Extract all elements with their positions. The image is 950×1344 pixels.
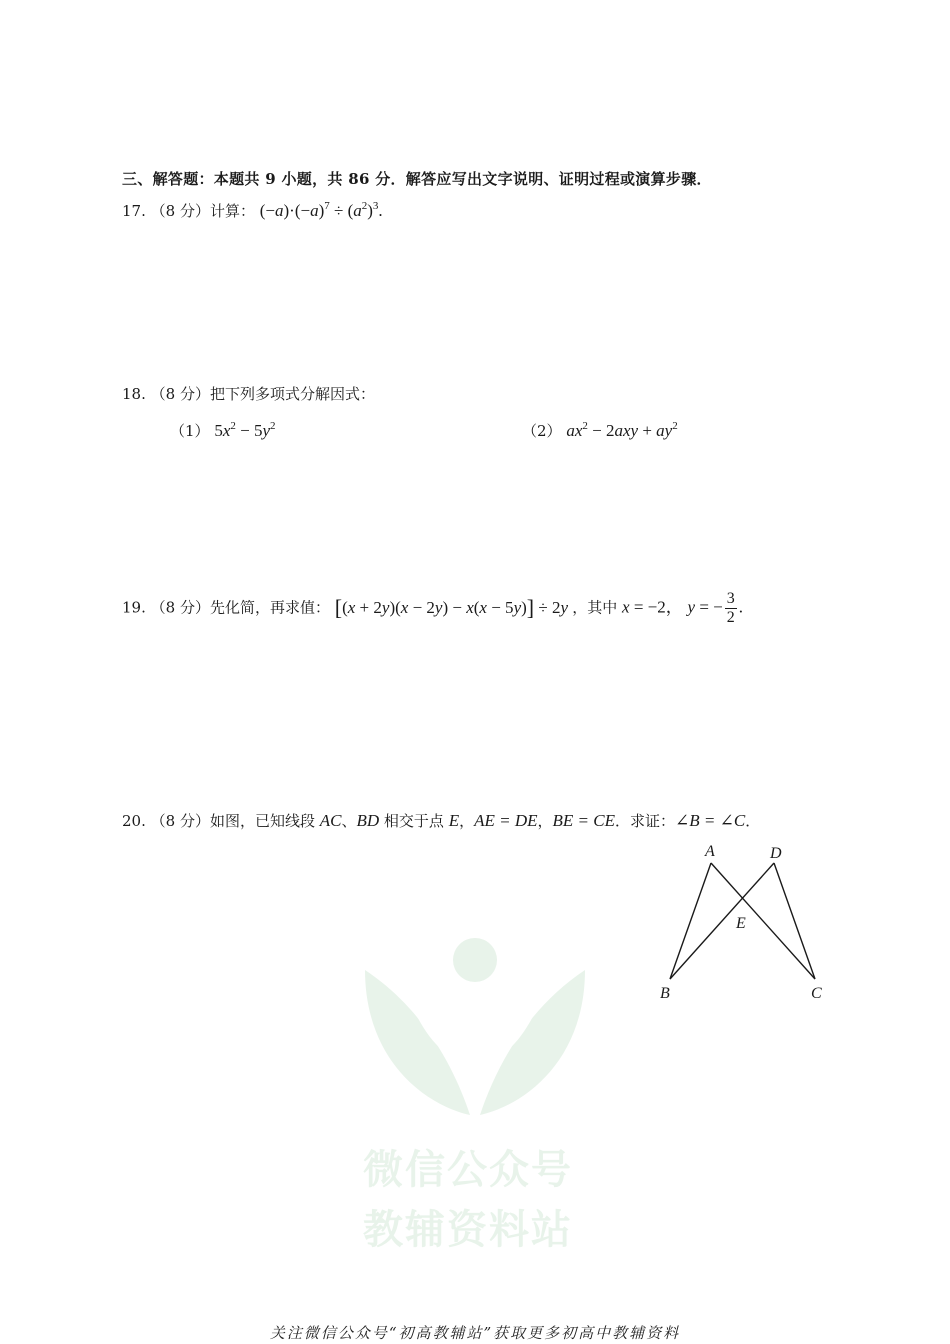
q20-eq1: AE = DE: [474, 811, 538, 830]
q20-points: （8 分）: [150, 812, 210, 830]
q19-y-var: y: [687, 597, 696, 617]
q20-segment-bd: BD: [356, 811, 380, 830]
q20-text-e: ．求证：: [615, 812, 676, 830]
label-d: D: [770, 845, 782, 862]
label-a: A: [705, 843, 715, 860]
q19-expression: [(x + 2y)(x − 2y) − x(x − 5y)] ÷ 2y: [334, 594, 568, 620]
q18-sub2-expression: $ax^2 - 2axy + ay^2$: [566, 420, 678, 440]
question-17: [122, 200, 383, 221]
q20-eq2: BE = CE: [552, 811, 615, 830]
q20-text-d: ，: [537, 812, 553, 830]
q19-x-value: = −2，: [629, 597, 683, 617]
question-20: [122, 810, 760, 831]
q18-sub1-expression: $5x^2 - 5y^2$: [214, 420, 276, 440]
watermark: [345, 930, 605, 1253]
q20-end: ．: [745, 812, 761, 830]
segment-ab: [670, 863, 711, 979]
q20-text-c: ，: [459, 812, 475, 830]
question-18: [122, 383, 375, 404]
q18-number: 18.: [122, 385, 146, 403]
q20-number: 20.: [122, 812, 146, 830]
q17-points: （8 分）: [150, 202, 210, 220]
q18-prompt: 把下列多项式分解因式：: [209, 385, 375, 403]
q18-subquestion-2: [522, 420, 678, 441]
q17-number: 17.: [122, 202, 146, 220]
q18-sub2-label: （2）: [522, 422, 562, 440]
section-title: 三、解答题：本题共 9 小题，共 86 分．解答应写出文字说明、证明过程或演算步骤．: [122, 170, 712, 188]
q17-prompt: 计算：: [209, 202, 255, 220]
q18-sub1-label: （1）: [170, 422, 210, 440]
q18-subquestion-1: [170, 420, 276, 441]
q20-geometry-figure: [640, 836, 840, 1006]
q17-expression: $(-a)\cdot(-a)^7 \div (a^2)^3$.: [259, 200, 383, 220]
q19-y-fraction: $\frac{3}{2}$: [726, 590, 735, 626]
segment-bd: [670, 863, 774, 979]
q19-prompt: 先化简，再求值：: [209, 598, 330, 617]
segment-dc: [774, 863, 815, 979]
q20-separator: 、: [341, 812, 357, 830]
q19-condition: ，其中: [572, 598, 623, 617]
q19-x-var: x: [622, 597, 630, 617]
label-e: E: [736, 915, 746, 932]
label-b: B: [660, 985, 670, 1002]
q19-y-eq: = −: [695, 597, 723, 617]
label-c: C: [811, 985, 822, 1002]
q18-points: （8 分）: [150, 385, 210, 403]
q20-text-a: 如图，已知线段: [209, 812, 320, 830]
q19-points: （8 分）: [150, 598, 210, 617]
question-19: [122, 590, 743, 627]
watermark-line-2: 教辅资料站: [363, 1207, 573, 1253]
q19-number: 19.: [122, 598, 146, 617]
watermark-logo-icon: [345, 930, 605, 1130]
q20-eq3: ∠B = ∠C: [675, 811, 746, 830]
q20-point-e: E: [448, 811, 460, 830]
segment-ac: [711, 863, 815, 979]
q20-text-b: 相交于点: [379, 812, 449, 830]
q19-end: .: [738, 597, 744, 617]
q20-segment-ac: AC: [319, 811, 342, 830]
watermark-line-1: 微信公众号: [363, 1147, 573, 1193]
page-footer: 关注微信公众号“初高教辅站”获取更多初高中教辅资料: [269, 1324, 681, 1342]
